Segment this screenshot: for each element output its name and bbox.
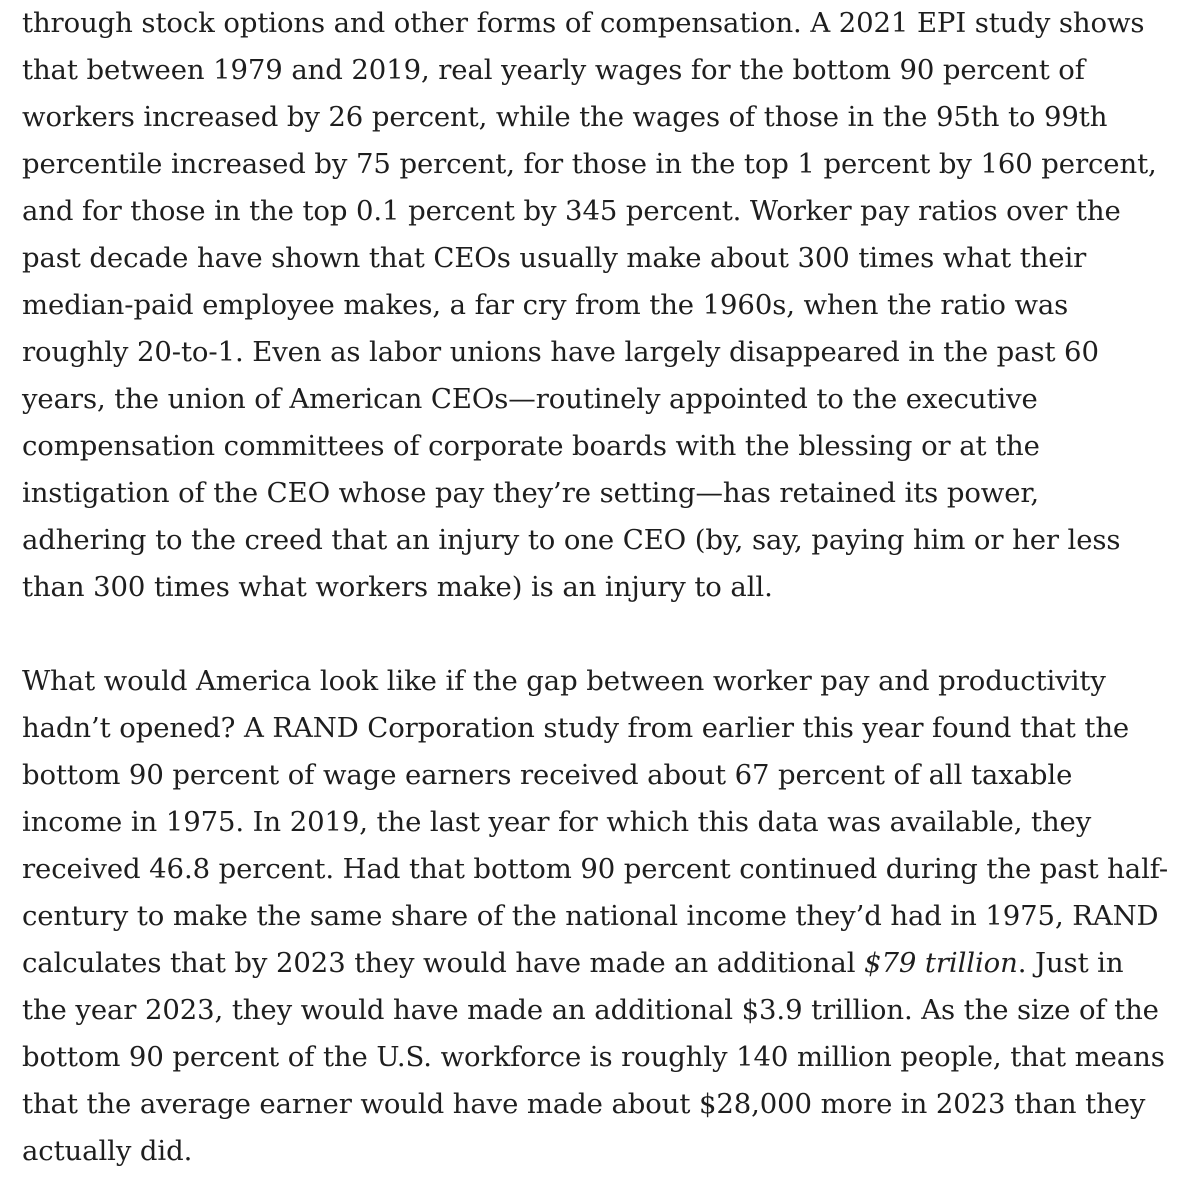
text-segment: calculates that by 2023 they would have made an additional — [22, 947, 865, 979]
text-line: that the average earner would have made about $28,000 more in 2023 than they — [22, 1088, 1146, 1120]
text-line: percentile increased by 75 percent, for those in the top 1 percent by 160 percent, — [22, 148, 1157, 180]
text-line-with-emphasis — [22, 940, 1172, 987]
text-line: instigation of the CEO whose pay they’re setting—has retained its power, — [22, 477, 1040, 509]
text-line: adhering to the creed that an injury to one CEO (by, say, paying him or her less — [22, 524, 1121, 556]
text-line: workers increased by 26 percent, while the wages of those in the 95th to 99th — [22, 101, 1108, 133]
text-line: roughly 20-to-1. Even as labor unions have largely disappeared in the past 60 — [22, 336, 1099, 368]
text-line: years, the union of American CEOs—routinely appointed to the executive — [22, 383, 1038, 415]
emphasized-amount: $79 trillion — [864, 947, 1018, 979]
text-line: through stock options and other forms of compensation. A 2021 EPI study shows — [22, 7, 1145, 39]
text-line: actually did. — [22, 1135, 193, 1167]
text-line: than 300 times what workers make) is an injury to all. — [22, 571, 773, 603]
paragraph-executive-pay — [22, 0, 1172, 611]
paragraph-spacer — [22, 611, 1172, 658]
text-line: income in 1975. In 2019, the last year for which this data was available, they — [22, 806, 1092, 838]
text-line: bottom 90 percent of the U.S. workforce is roughly 140 million people, that means — [22, 1041, 1165, 1073]
text-line: What would America look like if the gap between worker pay and productivity — [22, 665, 1106, 697]
text-segment: . Just in — [1017, 947, 1124, 979]
text-line: median-paid employee makes, a far cry from the 1960s, when the ratio was — [22, 289, 1069, 321]
text-line: that between 1979 and 2019, real yearly wages for the bottom 90 percent of — [22, 54, 1085, 86]
text-line: the year 2023, they would have made an additional $3.9 trillion. As the size of the — [22, 994, 1159, 1026]
paragraph-rand-study — [22, 658, 1172, 1175]
text-line: hadn’t opened? A RAND Corporation study from earlier this year found that the — [22, 712, 1130, 744]
text-line: past decade have shown that CEOs usually make about 300 times what their — [22, 242, 1087, 274]
text-line: compensation committees of corporate boards with the blessing or at the — [22, 430, 1040, 462]
text-line: and for those in the top 0.1 percent by 345 percent. Worker pay ratios over the — [22, 195, 1121, 227]
text-line: bottom 90 percent of wage earners received about 67 percent of all taxable — [22, 759, 1073, 791]
text-line: century to make the same share of the national income they’d had in 1975, RAND — [22, 900, 1159, 932]
text-line: received 46.8 percent. Had that bottom 90 percent continued during the past half- — [22, 853, 1169, 885]
article-body — [22, 0, 1172, 1175]
